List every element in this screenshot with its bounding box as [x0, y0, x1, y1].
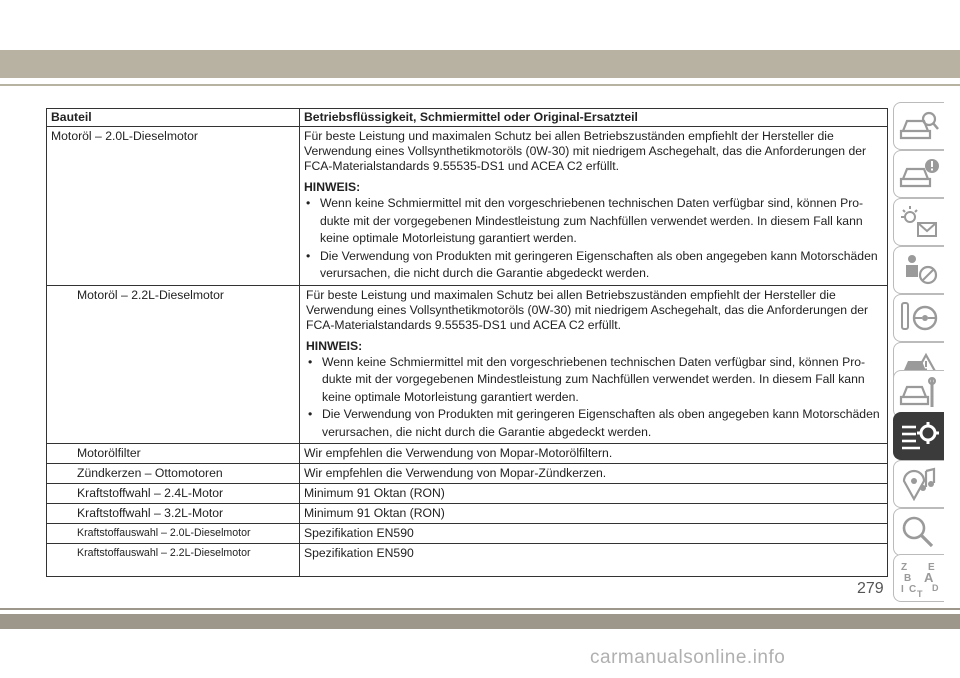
component-cell: Kraftstoffwahl – 3.2L-Motor — [47, 504, 300, 524]
table-row — [47, 544, 888, 577]
search-icon[interactable] — [893, 508, 944, 556]
component-cell: Motoröl – 2.0L-Dieselmotor — [47, 127, 300, 286]
svg-text:Z: Z — [901, 562, 908, 573]
note-heading: HINWEIS: — [306, 338, 363, 353]
note-list — [306, 354, 883, 442]
index-letters-icon[interactable] — [893, 554, 944, 602]
spec-cell — [300, 285, 888, 444]
note-list — [304, 195, 883, 283]
spec-cell: Wir empfehlen die Verwendung von Mopar-Motorölfiltern. — [300, 444, 888, 464]
table-header-row — [47, 109, 888, 127]
steering-wheel-icon[interactable] — [893, 294, 944, 342]
table-row — [47, 285, 888, 444]
spec-text: Für beste Leistung und maximalen Schutz bei allen Betriebszuständen empfiehlt der Hersteller die Verwendung eines Vollsynthetikmotoröls (0W-30) mit niedrigem Aschegehalt, das die Anforderungen der FCA-Materialstandards 9.55535-DS1 und ACEA C2 erfüllt. — [306, 287, 869, 332]
component-cell: Motorölfilter — [47, 444, 300, 464]
table-row — [47, 127, 888, 286]
table-row — [47, 504, 888, 524]
car-safety-icon[interactable] — [893, 246, 944, 294]
multimedia-icon[interactable] — [893, 460, 944, 508]
footer-rule — [0, 608, 960, 610]
note-item: • Die Verwendung von Produkten mit geringeren Eigenschaften als oben angegeben kann Motorschäden verursachen, die nicht durch die Garantie abgedeckt werden. — [306, 406, 883, 441]
svg-text:C: C — [909, 584, 917, 595]
table-row — [47, 524, 888, 544]
note-item: • Die Verwendung von Produkten mit geringeren Eigenschaften als oben angegeben kann Motorschäden verursachen, die nicht durch die Garantie abgedeckt werden. — [304, 248, 883, 283]
svg-text:D: D — [932, 583, 939, 593]
car-alert-icon[interactable] — [893, 150, 944, 198]
header-band — [0, 50, 960, 78]
table-row — [47, 484, 888, 504]
component-cell: Kraftstoffauswahl – 2.0L-Dieselmotor — [47, 524, 300, 544]
note-item: • Wenn keine Schmiermittel mit den vorgeschriebenen technischen Daten verfügbar sind, können Pro- dukte mit der vorgegebenen Mindestleistung zum Nachfüllen verwendet werden. In diesem Fall kann keine optimale Motorleistung garantiert werden. — [304, 195, 883, 248]
spec-cell: Spezifikation EN590 — [300, 544, 888, 577]
svg-text:T: T — [917, 589, 923, 597]
component-cell: Kraftstoffauswahl – 2.2L-Dieselmotor — [47, 544, 300, 577]
spec-cell: Minimum 91 Oktan (RON) — [300, 504, 888, 524]
header-component: Bauteil — [47, 109, 300, 127]
header-fluid: Betriebsflüssigkeit, Schmiermittel oder Original-Ersatzteil — [300, 109, 888, 127]
footer-band — [0, 614, 960, 629]
header-rule — [0, 84, 960, 86]
page-number: 279 — [857, 580, 884, 597]
svg-text:E: E — [928, 562, 935, 573]
component-cell: Motoröl – 2.2L-Dieselmotor — [47, 285, 300, 444]
warning-light-mail-icon[interactable] — [893, 198, 944, 246]
spec-cell — [300, 127, 888, 286]
svg-text:B: B — [904, 573, 912, 584]
fluids-table — [46, 108, 888, 577]
car-service-icon[interactable] — [893, 370, 944, 418]
spec-cell: Spezifikation EN590 — [300, 524, 888, 544]
component-cell: Zündkerzen – Ottomotoren — [47, 464, 300, 484]
note-item: • Wenn keine Schmiermittel mit den vorgeschriebenen technischen Daten verfügbar sind, können Pro- dukte mit der vorgegebenen Mindestleistung zum Nachfüllen verwendet werden. In diesem Fall kann keine optimale Motorleistung garantiert werden. — [306, 354, 883, 407]
note-heading: HINWEIS: — [304, 180, 361, 194]
component-cell: Kraftstoffwahl – 2.4L-Motor — [47, 484, 300, 504]
svg-text:I: I — [901, 584, 904, 595]
svg-text:A: A — [924, 570, 934, 585]
car-search-icon[interactable] — [893, 102, 944, 150]
table-row — [47, 444, 888, 464]
watermark: carmanualsonline.info — [590, 647, 786, 668]
spec-text: Für beste Leistung und maximalen Schutz bei allen Betriebszuständen empfiehlt der Hersteller die Verwendung eines Vollsynthetikmotoröls (0W-30) mit niedrigem Aschegehalt, das die Anforderungen der FCA-Materialstandards 9.55535-DS1 und ACEA C2 erfüllt. — [304, 129, 867, 173]
table-row — [47, 464, 888, 484]
spec-cell: Minimum 91 Oktan (RON) — [300, 484, 888, 504]
spec-cell: Wir empfehlen die Verwendung von Mopar-Zündkerzen. — [300, 464, 888, 484]
specifications-gear-icon[interactable] — [893, 412, 944, 460]
